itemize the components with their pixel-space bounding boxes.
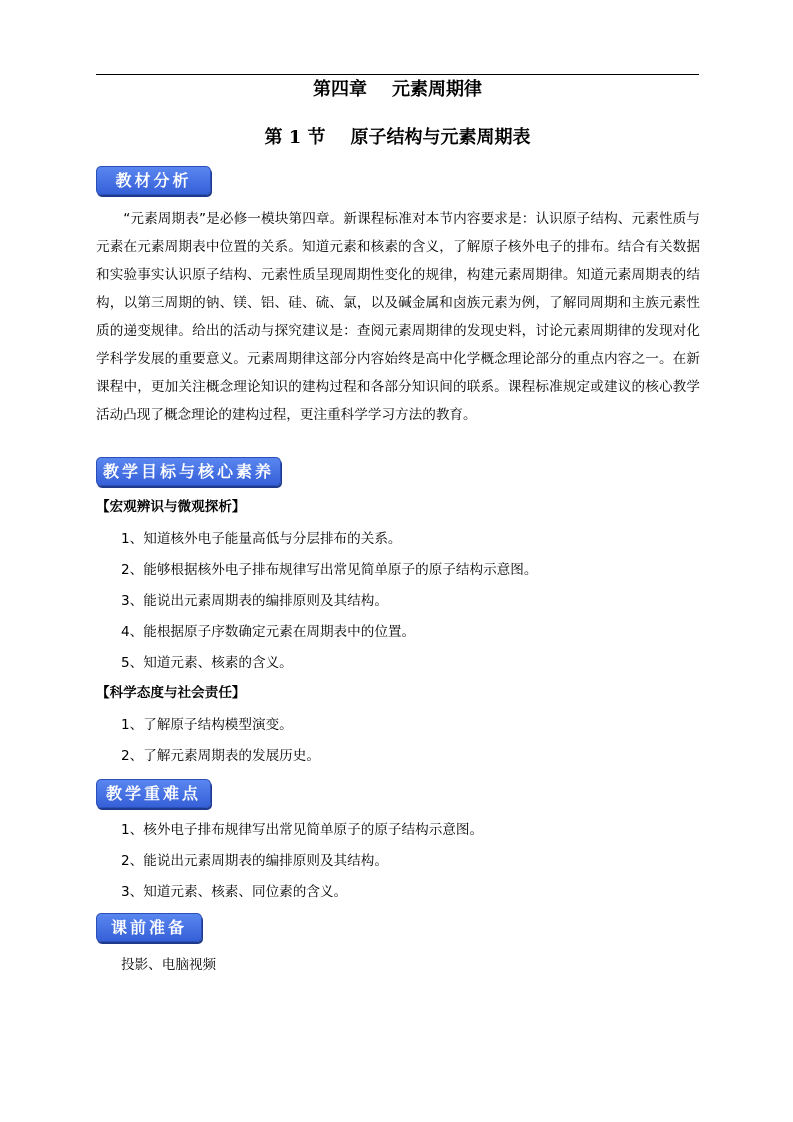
goals-group2-title: 【科学态度与社会责任】 xyxy=(96,685,246,701)
analysis-paragraph: “元素周期表”是必修一模块第四章。新课程标准对本节内容要求是：认识原子结构、元素性质与元素在元素周期表中位置的关系。知道元素和核素的含义，了解原子核外电子的排布。结合有关数据和实验事实认识原子结构、元素性质呈现周期性变化的规律，构建元素周期律。知道元素周期表的结构，以第三周期的钠、镁、铝、硅、硫、氯，以及碱金属和卤族元素为例，了解同周期和主族元素性质的递变规律。给出的活动与探究建议是：查阅元素周期律的发现史料，讨论元素周期律的发现对化学科学发展的重要意义。元素周期律这部分内容始终是高中化学概念理论部分的重点内容之一。在新课程中，更加关注概念理论知识的建构过程和各部分知识间的联系。课程标准规定或建议的核心教学活动凸现了概念理论的建构过程，更注重科学学习方法的教育。 xyxy=(96,211,700,423)
goals-group1-item: 3、能说出元素周期表的编排原则及其结构。 xyxy=(121,593,388,609)
goals-group1-item: 4、能根据原子序数确定元素在周期表中的位置。 xyxy=(121,624,416,640)
goals-group2-item: 2、了解元素周期表的发展历史。 xyxy=(121,748,320,764)
key-points-heading-badge: 教学重难点 xyxy=(96,779,211,808)
goals-group2-item: 1、了解原子结构模型演变。 xyxy=(121,717,293,733)
analysis-heading-badge: 教材分析 xyxy=(96,166,211,195)
key-points-item: 3、知道元素、核素、同位素的含义。 xyxy=(121,884,348,900)
goals-group1-item: 2、能够根据核外电子排布规律写出常见简单原子的原子结构示意图。 xyxy=(121,562,538,578)
key-points-item: 2、能说出元素周期表的编排原则及其结构。 xyxy=(121,853,388,869)
section-title: 第 1 节 原子结构与元素周期表 xyxy=(264,127,531,148)
key-points-item: 1、核外电子排布规律写出常见简单原子的原子结构示意图。 xyxy=(121,822,484,838)
preparation-item: 投影、电脑视频 xyxy=(121,957,217,973)
preparation-heading-badge: 课前准备 xyxy=(96,913,202,942)
chapter-title: 第四章 元素周期律 xyxy=(312,79,483,100)
goals-group1-item: 5、知道元素、核素的含义。 xyxy=(121,655,293,671)
header-rule xyxy=(96,74,699,75)
goals-heading-badge: 教学目标与核心素养 xyxy=(96,457,281,486)
goals-group1-title: 【宏观辨识与微观探析】 xyxy=(96,499,246,515)
goals-group1-item: 1、知道核外电子能量高低与分层排布的关系。 xyxy=(121,531,402,547)
